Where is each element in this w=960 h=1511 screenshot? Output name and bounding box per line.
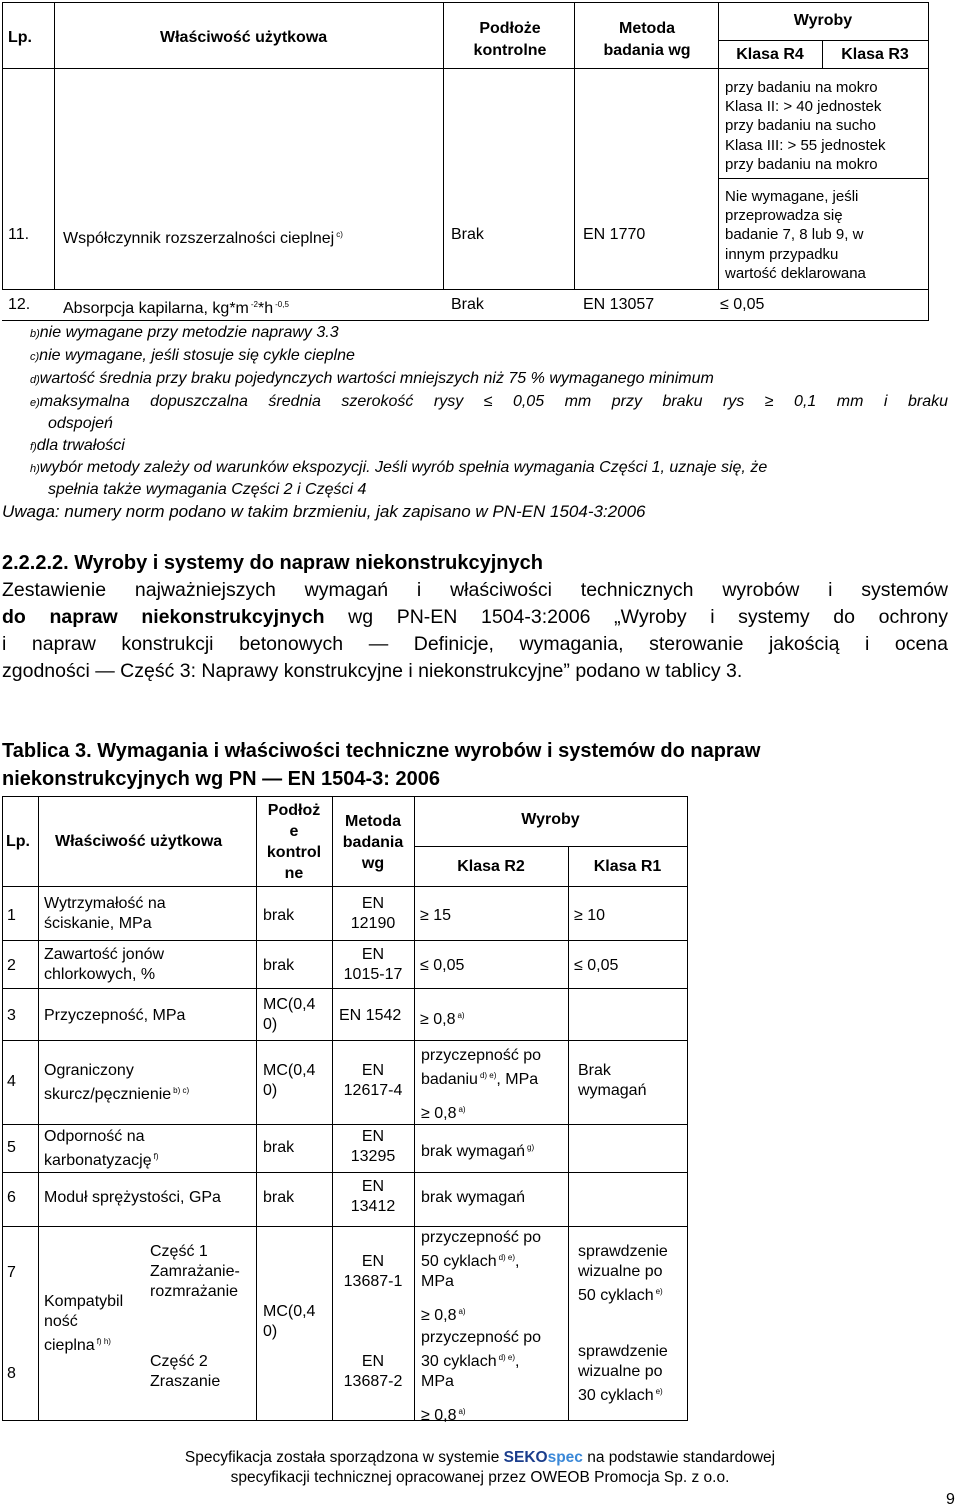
t3-row1-method: EN 12190	[350, 895, 396, 932]
t3-row7-r2: przyczepność po 50 cyklach $^{d) e)}$, MPa ≥ 0,8 $^{a)}$	[421, 1229, 542, 1324]
section-paragraph	[2, 577, 948, 685]
t3-row7-part: Część 1 Zamrażanie- rozmrażanie	[150, 1243, 240, 1300]
t3-row5-property: Odporność na karbonatyzację $^{f)}$	[44, 1128, 159, 1169]
t3-row8-r2: przyczepność po 30 cyklach $^{d) e)}$, MPa ≥ 0,8 $^{a)}$	[421, 1329, 542, 1424]
t3-row2-lp: 2	[7, 957, 16, 974]
footer-line-2: specyfikacji technicznej opracowanej przez OWEOB Promocja Sp. z o.o.	[230, 1469, 730, 1486]
t3-row8-part: Część 2 Zraszanie	[150, 1353, 221, 1390]
t3-row4-r2: przyczepność po badaniu $^{d) e)}$, MPa ≥ 0,8 $^{a)}$	[421, 1047, 542, 1122]
row11-substrate: Brak	[451, 226, 484, 243]
row11-property: Współczynnik rozszerzalności cieplnej $^{c)}$	[63, 230, 343, 247]
row11-req: badanie 7, 8 lub 9, w	[725, 226, 864, 243]
uwaga-note: Uwaga: numery norm podano w takim brzmieniu, jak zapisano w PN-EN 1504-3:2006	[2, 502, 646, 521]
cont-line: przy badaniu na mokro	[725, 79, 878, 96]
t3-row5-req: brak wymagań $^{g)}$	[421, 1143, 535, 1160]
header-lp: Lp.	[8, 29, 32, 46]
row11-req: wartość deklarowana	[725, 265, 866, 282]
t3-row6-req: brak wymagań	[421, 1189, 526, 1206]
row12-method: EN 13057	[583, 296, 655, 313]
t3-header-class-r2: Klasa R2	[457, 858, 525, 875]
t3-row4-property: Ograniczony skurcz/pęcznienie $^{b) c)}$	[44, 1062, 190, 1103]
t3-row2-substrate: brak	[263, 957, 295, 974]
t3-row2-method: EN 1015-17	[343, 946, 403, 983]
t3-row6-substrate: brak	[263, 1189, 295, 1206]
footnote-cont: spełnia także wymagania Części 2 i Części 4	[48, 481, 367, 498]
cont-line: Klasa II: > 40 jednostek	[725, 98, 882, 115]
header-method: Metoda badania wg	[603, 20, 691, 59]
footnote: d)wartość średnia przy braku pojedynczych wartości mniejszych niż 75 % wymaganego minimum	[30, 370, 714, 387]
row11-req: Nie wymagane, jeśli	[725, 188, 859, 205]
footnote: f)dla trwałości	[30, 437, 125, 454]
row12-substrate: Brak	[451, 296, 484, 313]
t3-header-method: Metoda badania wg	[342, 813, 404, 872]
t3-row1-substrate: brak	[263, 907, 295, 924]
t3-row3-method: EN 1542	[339, 1007, 402, 1024]
footnote: h)wybór metody zależy od warunków ekspozycji. Jeśli wyrób spełnia wymagania Części 1, uznaje się, że	[30, 459, 768, 476]
t3-row4-method: EN 12617-4	[343, 1062, 403, 1099]
header-class-r3: Klasa R3	[841, 46, 909, 63]
row12-property: Absorpcja kapilarna, kg*m $^{-2}$*h $^{-0,5}$	[63, 300, 289, 317]
t3-row2-property: Zawartość jonów chlorkowych, %	[44, 946, 165, 983]
cont-line: przy badaniu na sucho	[725, 117, 876, 134]
header-substrate: Podłoże kontrolne	[473, 20, 547, 59]
row12-req: ≤ 0,05	[720, 296, 765, 313]
row11-req: innym przypadku	[725, 246, 839, 263]
header-class-r4: Klasa R4	[736, 46, 804, 63]
row11-method: EN 1770	[583, 226, 646, 243]
t3-row4-r1: Brak wymagań	[578, 1062, 647, 1099]
paragraph-line: do napraw niekonstrukcyjnych wg PN-EN 1504-3:2006 „Wyroby i systemy do ochrony	[2, 606, 948, 628]
t3-header-substrate: Podłoż e kontrol ne	[266, 802, 322, 882]
t3-row78-property: Kompatybil ność cieplna $^{f) h)}$	[44, 1293, 124, 1354]
t3-row4-substrate: MC(0,4 0)	[263, 1062, 316, 1099]
t3-row1-r2: ≥ 15	[420, 907, 452, 924]
t3-row7-method: EN 13687-1	[343, 1253, 403, 1290]
t3-row3-req: ≥ 0,8 $^{a)}$	[420, 1011, 465, 1028]
t3-row8-method: EN 13687-2	[343, 1353, 403, 1390]
footnote-cont: odspojeń	[48, 415, 113, 432]
sekospec-logo: SEKOspec	[503, 1449, 583, 1466]
t3-row3-substrate: MC(0,4 0)	[263, 996, 316, 1033]
paragraph-line: zgodności ― Część 3: Naprawy konstrukcyjne i niekonstrukcyjne” podano w tablicy 3.	[2, 660, 743, 682]
t3-row7-lp: 7	[7, 1264, 16, 1281]
t3-row4-lp: 4	[7, 1073, 16, 1090]
footnote: b)nie wymagane przy metodzie naprawy 3.3	[30, 324, 339, 341]
t3-row3-lp: 3	[7, 1007, 16, 1024]
t3-row5-method: EN 13295	[350, 1128, 396, 1165]
t3-row7-r1: sprawdzenie wizualne po 50 cyklach $^{e)}$	[578, 1243, 668, 1304]
t3-row1-r1: ≥ 10	[574, 907, 606, 924]
footer-line-1: Specyfikacja została sporządzona w systemie SEKOspec na podstawie standardowej	[184, 1449, 776, 1466]
t3-row2-r2: ≤ 0,05	[420, 957, 465, 974]
t3-row78-substrate: MC(0,4 0)	[263, 1303, 316, 1340]
t3-row6-lp: 6	[7, 1189, 16, 1206]
t3-row5-substrate: brak	[263, 1139, 295, 1156]
section-heading: 2.2.2.2. Wyroby i systemy do napraw niekonstrukcyjnych	[2, 552, 543, 574]
t3-header-products: Wyroby	[521, 811, 580, 828]
row12-lp: 12.	[8, 296, 31, 313]
row11-lp: 11.	[8, 226, 30, 243]
page-number: 9	[946, 1491, 955, 1508]
table3-caption: Tablica 3. Wymagania i właściwości techniczne wyrobów i systemów do napraw	[2, 740, 761, 762]
table3-caption: niekonstrukcyjnych wg PN ― EN 1504-3: 2006	[2, 768, 440, 790]
header-property: Właściwość użytkowa	[160, 29, 328, 46]
footnote: c)nie wymagane, jeśli stosuje się cykle cieplne	[30, 347, 355, 364]
paragraph-line: i napraw konstrukcji betonowych ― Definicje, wymagania, sterowanie jakością i ocena	[2, 633, 948, 655]
cont-line: Klasa III: > 55 jednostek	[725, 137, 886, 154]
t3-header-property: Właściwość użytkowa	[55, 833, 223, 850]
row11-req: przeprowadza się	[725, 207, 843, 224]
t3-row6-method: EN 13412	[350, 1178, 396, 1215]
t3-header-lp: Lp.	[6, 833, 30, 850]
header-products: Wyroby	[793, 12, 853, 29]
t3-row1-lp: 1	[7, 907, 16, 924]
paragraph-line: Zestawienie najważniejszych wymagań i właściwości technicznych wyrobów i systemów	[2, 579, 948, 601]
t3-row6-property: Moduł sprężystości, GPa	[44, 1189, 221, 1206]
t3-row1-property: Wytrzymałość na ściskanie, MPa	[44, 895, 166, 932]
t3-row5-lp: 5	[7, 1139, 16, 1156]
t3-row8-lp: 8	[7, 1365, 16, 1382]
cont-line: przy badaniu na mokro	[725, 156, 878, 173]
t3-header-class-r1: Klasa R1	[593, 858, 662, 875]
footnote: e)maksymalna dopuszczalna średnia szerokość rysy ≤ 0,05 mm przy braku rys ≥ 0,1 mm i braku	[30, 393, 948, 410]
t3-row2-r1: ≤ 0,05	[574, 957, 619, 974]
t3-row8-r1: sprawdzenie wizualne po 30 cyklach $^{e)}$	[578, 1343, 668, 1404]
t3-row3-property: Przyczepność, MPa	[44, 1007, 186, 1024]
